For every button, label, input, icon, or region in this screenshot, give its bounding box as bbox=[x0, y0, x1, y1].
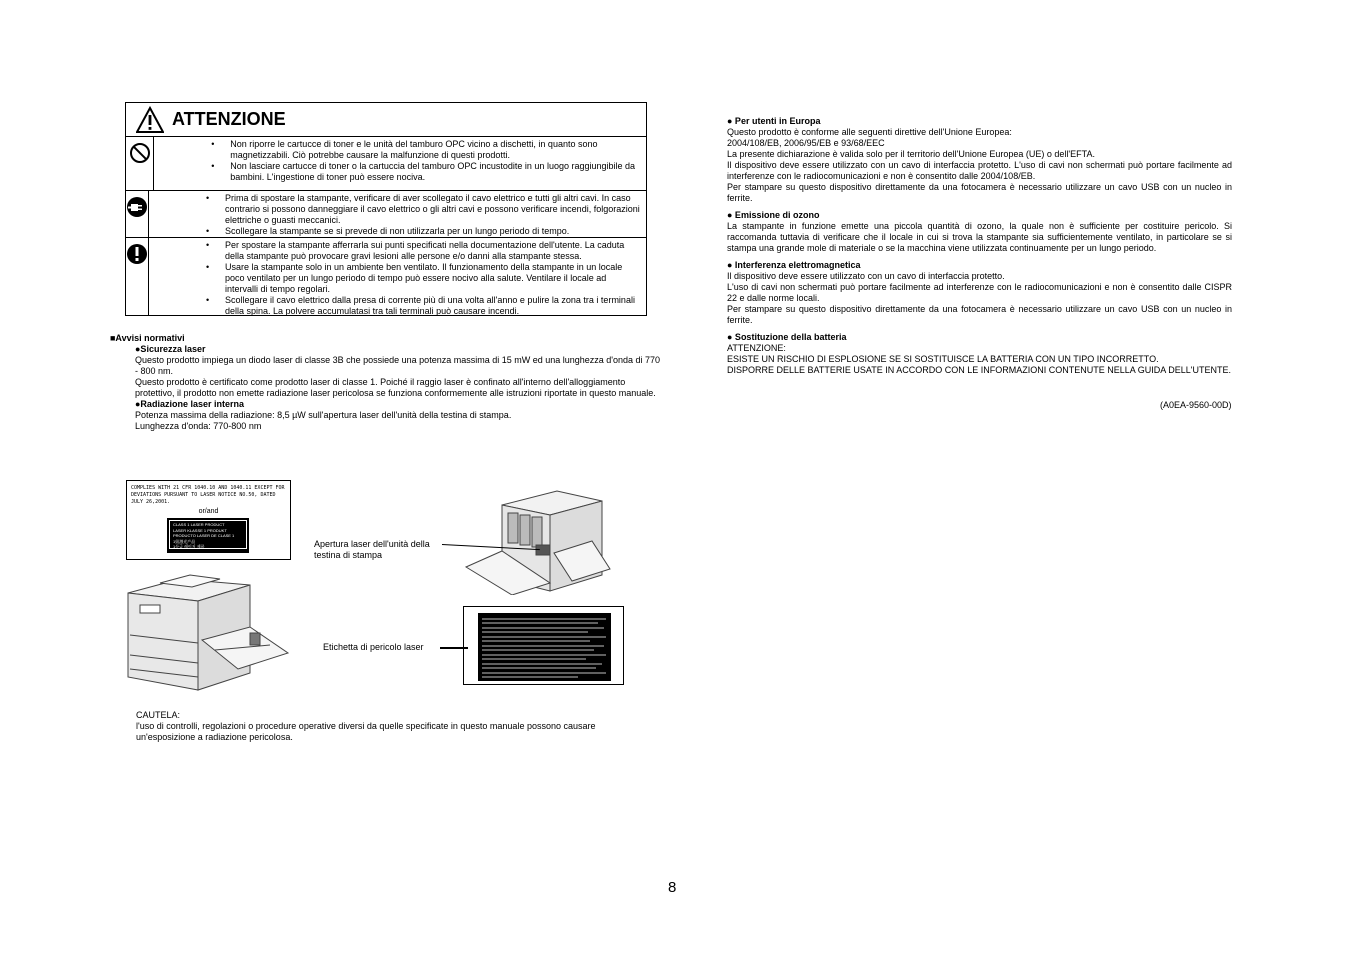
exclamation-icon bbox=[126, 243, 148, 265]
europe-paragraph: 2004/108/EB, 2006/95/EB e 93/68/EEC bbox=[727, 138, 885, 148]
europe-paragraph: Questo prodotto è conforme alle seguenti direttive dell'Unione Europea: bbox=[727, 127, 1012, 137]
danger-label-plate bbox=[478, 613, 611, 681]
internal-radiation-paragraph: Lunghezza d'onda: 770-800 nm bbox=[135, 421, 262, 431]
warning-item: • Per spostare la stampante afferrarla sui punti specificati nella documentazione dell'utente. La caduta della stampante può provocare gravi lesioni alle persone e/o danni alla stampante stessa. bbox=[225, 240, 646, 262]
warning-item: • Scollegare la stampante se si prevede di non utilizzarla per un lungo periodo di tempo. bbox=[225, 226, 646, 237]
compliance-label bbox=[126, 480, 291, 560]
warning-item: • Prima di spostare la stampante, verificare di aver scollegato il cavo elettrico e tutti gli altri cavi. In caso contrario si possono danneggiare il cavo elettrico o gli altri cavi e possono verificare incendi, folgorazioni elettriche o guasti meccanici. bbox=[225, 193, 646, 226]
danger-label-caption: Etichetta di pericolo laser bbox=[323, 642, 424, 652]
warning-header bbox=[126, 103, 646, 137]
warning-table bbox=[125, 102, 647, 316]
regulatory-heading: ■Avvisi normativi bbox=[110, 333, 185, 343]
battery-section bbox=[727, 332, 1232, 376]
ozone-paragraph: La stampante in funzione emette una piccola quantità di ozono, la quale non è sufficiente per costituire pericolo. Si raccomanda tuttavia di verificare che il locale in cui si trova la stampante sia sufficientemente ventilato, in particolare se si stampa una grande mole di materiale o se la macchina viene utilizzata continuamente per un lungo periodo. bbox=[727, 221, 1232, 253]
right-column bbox=[727, 116, 1232, 382]
battery-paragraph: ESISTE UN RISCHIO DI ESPLOSIONE SE SI SOSTITUISCE LA BATTERIA CON UN TIPO INCORRETTO. bbox=[727, 354, 1159, 364]
internal-radiation-title: ●Radiazione laser interna bbox=[135, 399, 244, 409]
battery-title: ● Sostituzione della batteria bbox=[727, 332, 847, 342]
cfr-text: COMPLIES WITH 21 CFR 1040.10 AND 1040.11 EXCEPT FOR DEVIATIONS PURSUANT TO LASER NOTICE NO.50, DATED JULY 26,2001. bbox=[131, 485, 285, 505]
emi-paragraph: Per stampare su questo dispositivo direttamente da una fotocamera è necessario utilizzare un cavo USB con un nucleo in ferrite. bbox=[727, 304, 1232, 325]
page-number: 8 bbox=[668, 879, 677, 896]
internal-radiation-paragraph: Potenza massima della radiazione: 8,5 µW sull'apertura laser dell'unità della testina di stampa. bbox=[135, 410, 512, 420]
europe-section bbox=[727, 116, 1232, 204]
warning-row bbox=[126, 137, 646, 191]
prohibition-icon bbox=[129, 142, 151, 164]
danger-label-text-lines bbox=[478, 613, 611, 681]
unplug-icon bbox=[126, 196, 148, 218]
or-and-text: or/and bbox=[198, 508, 219, 515]
laser-safety-paragraph: Questo prodotto impiega un diodo laser di classe 3B che possiede una potenza massima di 15 mW ed una lunghezza d'onda di 770 - 800 nm. bbox=[135, 355, 661, 376]
warning-item: • Non lasciare cartucce di toner o la cartuccia del tamburo OPC incustodite in un luogo raggiungibile da bambini. L'ingestione di toner può essere nociva. bbox=[230, 161, 646, 183]
laser-safety-paragraph: Questo prodotto è certificato come prodotto laser di classe 1. Poiché il raggio laser è confinato all'interno dell'alloggiamento protettivo, il prodotto non emette radiazione laser pericolosa se funziona conformemente alle istruzioni riportate in questo manuale. bbox=[135, 377, 656, 398]
warning-title: ATTENZIONE bbox=[172, 109, 286, 129]
laser-danger-label bbox=[463, 606, 624, 685]
printer-illustration-left bbox=[120, 565, 290, 695]
class1-laser-label: CLASS 1 LASER PRODUCT LASER KLASSE 1 PRODUKT PRODUCTO LASER DE CLASE 1 1級激光产品 1등급 레이저 제품 bbox=[167, 518, 249, 553]
warning-item: • Usare la stampante solo in un ambiente ben ventilato. Il funzionamento della stampante in un locale poco ventilato per un lungo periodo di tempo può essere nocivo alla salute. Ventilare il locale ad intervalli di tempo regolari. bbox=[225, 262, 646, 295]
caution-text: l'uso di controlli, regolazioni o procedure operative diversi da quelle specificate in questo manuale possono causare un'esposizione a radiazione pericolosa. bbox=[136, 721, 596, 742]
warning-row bbox=[126, 191, 646, 238]
printer-illustration-right bbox=[462, 483, 612, 595]
ozone-section bbox=[727, 210, 1232, 254]
emi-paragraph: Il dispositivo deve essere utilizzato con un cavo di interfaccia protetto. bbox=[727, 271, 1005, 281]
emi-paragraph: L'uso di cavi non schermati può portare facilmente ad interferenze con le radiocomunicazioni e non è consentito dalle CISPR 22 e dalle norme locali. bbox=[727, 282, 1232, 303]
emi-section bbox=[727, 260, 1232, 326]
europe-paragraph: Per stampare su questo dispositivo direttamente da una fotocamera è necessario utilizzare un cavo USB con un nucleo in ferrite. bbox=[727, 182, 1232, 203]
regulatory-notices bbox=[110, 333, 665, 432]
warning-item: • Non riporre le cartucce di toner e le unità del tamburo OPC vicino a dischetti, in quanto sono magnetizzabili. Ciò potrebbe causare la malfunzione di questi prodotti. bbox=[230, 139, 646, 161]
warning-row bbox=[126, 238, 646, 316]
warning-item: • Scollegare il cavo elettrico dalla presa di corrente più di una volta all'anno e pulire la zona tra i terminali della spina. La polvere accumulatasi tra tali terminali può causare incendi. bbox=[225, 295, 646, 317]
battery-paragraph: DISPORRE DELLE BATTERIE USATE IN ACCORDO CON LE INFORMAZIONI CONTENUTE NELLA GUIDA DELL'UTENTE. bbox=[727, 365, 1231, 375]
europe-title: ● Per utenti in Europa bbox=[727, 116, 821, 126]
document-reference: (A0EA-9560-00D) bbox=[1160, 400, 1232, 410]
europe-paragraph: Il dispositivo deve essere utilizzato con un cavo di interfaccia protetto. L'uso di cavi non schermati può portare facilmente ad interferenze con le radiocomunicazioni e non è consentito dalle 2004/108/EB. bbox=[727, 160, 1232, 181]
europe-paragraph: La presente dichiarazione è valida solo per il territorio dell'Unione Europea (UE) o dell'EFTA. bbox=[727, 149, 1095, 159]
battery-paragraph: ATTENZIONE: bbox=[727, 343, 786, 353]
aperture-label: Apertura laser dell'unità della testina di stampa bbox=[314, 539, 430, 560]
caution-block bbox=[136, 710, 636, 743]
warning-triangle-icon bbox=[136, 106, 164, 134]
emi-title: ● Interferenza elettromagnetica bbox=[727, 260, 861, 270]
ozone-title: ● Emissione di ozono bbox=[727, 210, 820, 220]
caution-title: CAUTELA: bbox=[136, 710, 181, 720]
laser-safety-title: ●Sicurezza laser bbox=[135, 344, 206, 354]
